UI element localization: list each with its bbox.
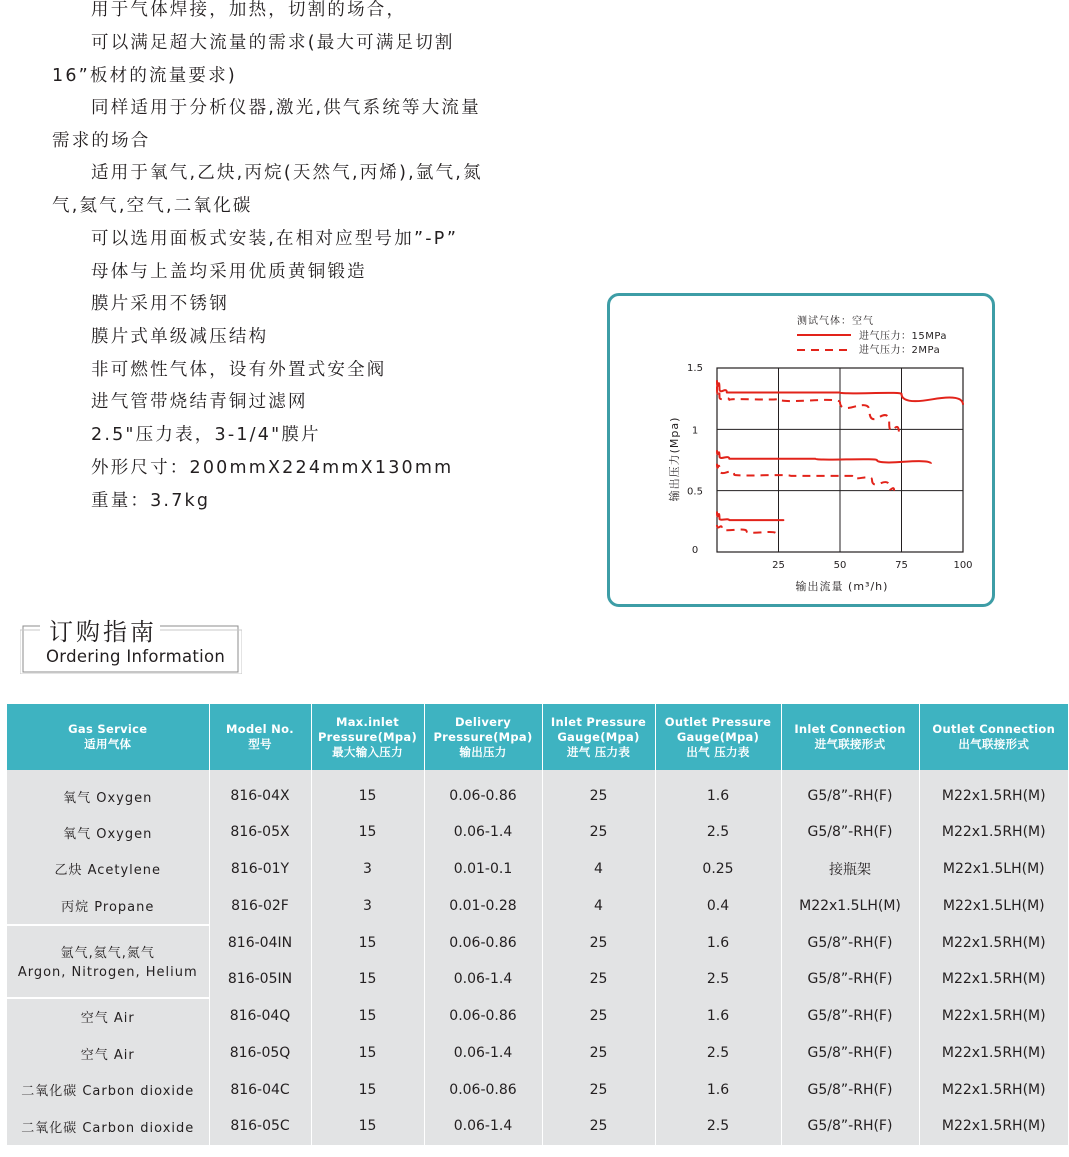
header-outlet-gauge: Outlet Pressure Gauge(Mpa) 出气 压力表 <box>655 704 781 770</box>
cell-max-inlet: 15 <box>311 814 424 851</box>
table-row <box>7 1072 1068 1109</box>
cell-model: 816-05Q <box>209 1035 311 1072</box>
section-title-cn: 订购指南 <box>46 612 160 647</box>
cell-inlet-gauge: 25 <box>542 961 655 998</box>
cell-outlet-gauge: 2.5 <box>655 814 781 851</box>
header-max-inlet: Max.inlet Pressure(Mpa) 最大输入压力 <box>311 704 424 770</box>
cell-inlet-gauge: 25 <box>542 925 655 962</box>
cell-outlet-connection: M22x1.5RH(M) <box>919 961 1068 998</box>
table-row <box>7 814 1068 851</box>
x-tick-label: 50 <box>833 560 847 571</box>
cell-gas: 二氧化碳 Carbon dioxide <box>7 1072 209 1109</box>
series-line-15mpa <box>717 512 783 521</box>
cell-model: 816-04X <box>209 770 311 814</box>
cell-model: 816-05IN <box>209 961 311 998</box>
feature-line: 16”板材的流量要求) <box>52 66 237 86</box>
cell-outlet-gauge: 0.4 <box>655 887 781 925</box>
plot-area <box>687 363 973 571</box>
cell-delivery: 0.06-0.86 <box>424 998 542 1036</box>
cell-model: 816-04Q <box>209 998 311 1036</box>
cell-outlet-gauge: 2.5 <box>655 961 781 998</box>
cell-outlet-gauge: 2.5 <box>655 1035 781 1072</box>
table-row <box>7 1108 1068 1145</box>
cell-gas: 空气 Air <box>7 1035 209 1072</box>
cell-inlet-gauge: 25 <box>542 770 655 814</box>
cell-delivery: 0.06-0.86 <box>424 770 542 814</box>
feature-line: 非可燃性气体，设有外置式安全阀 <box>91 360 387 380</box>
series-line-15mpa <box>717 450 931 464</box>
cell-inlet-gauge: 25 <box>542 1108 655 1145</box>
feature-line: 膜片采用不锈钢 <box>91 294 229 314</box>
cell-outlet-connection: M22x1.5RH(M) <box>919 1108 1068 1145</box>
cell-gas: 氧气 Oxygen <box>7 814 209 851</box>
x-tick-label: 100 <box>953 560 973 571</box>
cell-model: 816-02F <box>209 887 311 925</box>
cell-inlet-gauge: 25 <box>542 998 655 1036</box>
cell-inlet-connection: 接瓶架 <box>781 851 919 888</box>
cell-outlet-connection: M22x1.5RH(M) <box>919 998 1068 1036</box>
section-title-en: Ordering Information <box>46 647 226 666</box>
cell-outlet-connection: M22x1.5RH(M) <box>919 925 1068 962</box>
cell-delivery: 0.06-1.4 <box>424 1108 542 1145</box>
table-row <box>7 887 1068 925</box>
flow-chart <box>610 296 992 604</box>
feature-line: 膜片式单级减压结构 <box>91 327 269 347</box>
feature-line: 同样适用于分析仪器,激光,供气系统等大流量 <box>91 98 481 118</box>
cell-delivery: 0.06-1.4 <box>424 1035 542 1072</box>
cell-inlet-connection: G5/8”-RH(F) <box>781 1072 919 1109</box>
legend-label-15mpa: 进气压力：15MPa <box>859 331 948 342</box>
y-tick-label: 1.5 <box>687 363 703 374</box>
cell-outlet-connection: M22x1.5RH(M) <box>919 814 1068 851</box>
cell-gas: 空气 Air <box>7 998 209 1036</box>
table-row <box>7 851 1068 888</box>
cell-max-inlet: 15 <box>311 770 424 814</box>
flow-chart-panel <box>607 293 995 607</box>
cell-gas: 二氧化碳 Carbon dioxide <box>7 1108 209 1145</box>
cell-gas: 丙烷 Propane <box>7 887 209 925</box>
header-outlet-connection: Outlet Connection 出气联接形式 <box>919 704 1068 770</box>
cell-model: 816-05X <box>209 814 311 851</box>
cell-max-inlet: 15 <box>311 1072 424 1109</box>
feature-line: 母体与上盖均采用优质黄铜锻造 <box>91 262 367 282</box>
cell-delivery: 0.06-1.4 <box>424 814 542 851</box>
table-row <box>7 998 1068 1036</box>
feature-line: 进气管带烧结青铜过滤网 <box>91 392 308 412</box>
cell-inlet-gauge: 4 <box>542 887 655 925</box>
cell-inlet-connection: G5/8”-RH(F) <box>781 770 919 814</box>
ordering-table <box>7 704 1068 1145</box>
cell-inlet-connection: M22x1.5LH(M) <box>781 887 919 925</box>
cell-outlet-gauge: 1.6 <box>655 925 781 962</box>
cell-model: 816-05C <box>209 1108 311 1145</box>
cell-max-inlet: 15 <box>311 998 424 1036</box>
cell-outlet-connection: M22x1.5RH(M) <box>919 770 1068 814</box>
feature-line: 重量：3.7kg <box>91 491 211 511</box>
cell-gas-merged <box>7 925 209 998</box>
cell-gas: 氧气 Oxygen <box>7 770 209 814</box>
cell-outlet-gauge: 1.6 <box>655 770 781 814</box>
test-gas-label: 测试气体：空气 <box>797 316 874 327</box>
cell-inlet-gauge: 25 <box>542 1072 655 1109</box>
cell-inlet-gauge: 4 <box>542 851 655 888</box>
cell-delivery: 0.01-0.1 <box>424 851 542 888</box>
table-row <box>7 925 1068 962</box>
feature-line: 用于气体焊接，加热，切割的场合， <box>91 0 407 20</box>
table-row <box>7 1035 1068 1072</box>
header-inlet-gauge: Inlet Pressure Gauge(Mpa) 进气 压力表 <box>542 704 655 770</box>
cell-outlet-connection: M22x1.5LH(M) <box>919 851 1068 888</box>
cell-model: 816-01Y <box>209 851 311 888</box>
cell-max-inlet: 3 <box>311 851 424 888</box>
cell-inlet-connection: G5/8”-RH(F) <box>781 1035 919 1072</box>
y-tick-label: 0 <box>691 545 699 556</box>
cell-max-inlet: 15 <box>311 925 424 962</box>
cell-outlet-gauge: 1.6 <box>655 1072 781 1109</box>
cell-delivery: 0.06-0.86 <box>424 925 542 962</box>
feature-line: 外形尺寸：200mmX224mmX130mm <box>91 458 454 478</box>
cell-gas: 乙炔 Acetylene <box>7 851 209 888</box>
header-inlet-connection: Inlet Connection 进气联接形式 <box>781 704 919 770</box>
gas-name-en: Argon, Nitrogen, Helium <box>17 965 198 980</box>
cell-model: 816-04C <box>209 1072 311 1109</box>
y-tick-label: 0.5 <box>687 486 703 498</box>
cell-inlet-connection: G5/8”-RH(F) <box>781 1108 919 1145</box>
y-axis-label: 输出压力(Mpa) <box>668 416 681 502</box>
table-row <box>7 770 1068 814</box>
series-line-2mpa <box>717 464 894 491</box>
cell-inlet-gauge: 25 <box>542 1035 655 1072</box>
cell-max-inlet: 15 <box>311 961 424 998</box>
cell-inlet-connection: G5/8”-RH(F) <box>781 925 919 962</box>
ordering-section-title <box>20 614 242 674</box>
cell-inlet-connection: G5/8”-RH(F) <box>781 814 919 851</box>
feature-line: 适用于氧气,乙炔,丙烷(天然气,丙烯),氩气,氮 <box>91 163 483 183</box>
cell-outlet-gauge: 0.25 <box>655 851 781 888</box>
x-axis-label: 输出流量 (m³/h) <box>795 580 889 593</box>
series-line-2mpa <box>717 525 776 534</box>
feature-line: 可以满足超大流量的需求(最大可满足切割 <box>91 33 455 53</box>
cell-delivery: 0.01-0.28 <box>424 887 542 925</box>
header-gas-service: Gas Service 适用气体 <box>7 704 209 770</box>
cell-inlet-connection: G5/8”-RH(F) <box>781 998 919 1036</box>
cell-outlet-connection: M22x1.5LH(M) <box>919 887 1068 925</box>
cell-model: 816-04IN <box>209 925 311 962</box>
legend-label-2mpa: 进气压力：2MPa <box>859 345 941 356</box>
gas-name-cn: 氩气,氦气,氮气 <box>60 946 155 961</box>
feature-line: 需求的场合 <box>52 131 151 151</box>
table-header-row <box>7 704 1068 770</box>
cell-max-inlet: 15 <box>311 1035 424 1072</box>
cell-delivery: 0.06-0.86 <box>424 1072 542 1109</box>
cell-inlet-gauge: 25 <box>542 814 655 851</box>
x-tick-label: 75 <box>895 560 908 571</box>
cell-outlet-gauge: 2.5 <box>655 1108 781 1145</box>
feature-line: 可以选用面板式安装,在相对应型号加”-P” <box>91 229 459 249</box>
header-model-no: Model No. 型号 <box>209 704 311 770</box>
cell-delivery: 0.06-1.4 <box>424 961 542 998</box>
cell-max-inlet: 3 <box>311 887 424 925</box>
cell-inlet-connection: G5/8”-RH(F) <box>781 961 919 998</box>
feature-line: 气,氦气,空气,二氧化碳 <box>52 196 253 216</box>
header-delivery: Delivery Pressure(Mpa) 输出压力 <box>424 704 542 770</box>
cell-outlet-connection: M22x1.5RH(M) <box>919 1072 1068 1109</box>
cell-outlet-gauge: 1.6 <box>655 998 781 1036</box>
cell-max-inlet: 15 <box>311 1108 424 1145</box>
feature-line: 2.5"压力表，3-1/4"膜片 <box>91 425 321 445</box>
y-tick-label: 1 <box>691 425 699 437</box>
x-tick-label: 25 <box>772 560 785 571</box>
cell-outlet-connection: M22x1.5RH(M) <box>919 1035 1068 1072</box>
